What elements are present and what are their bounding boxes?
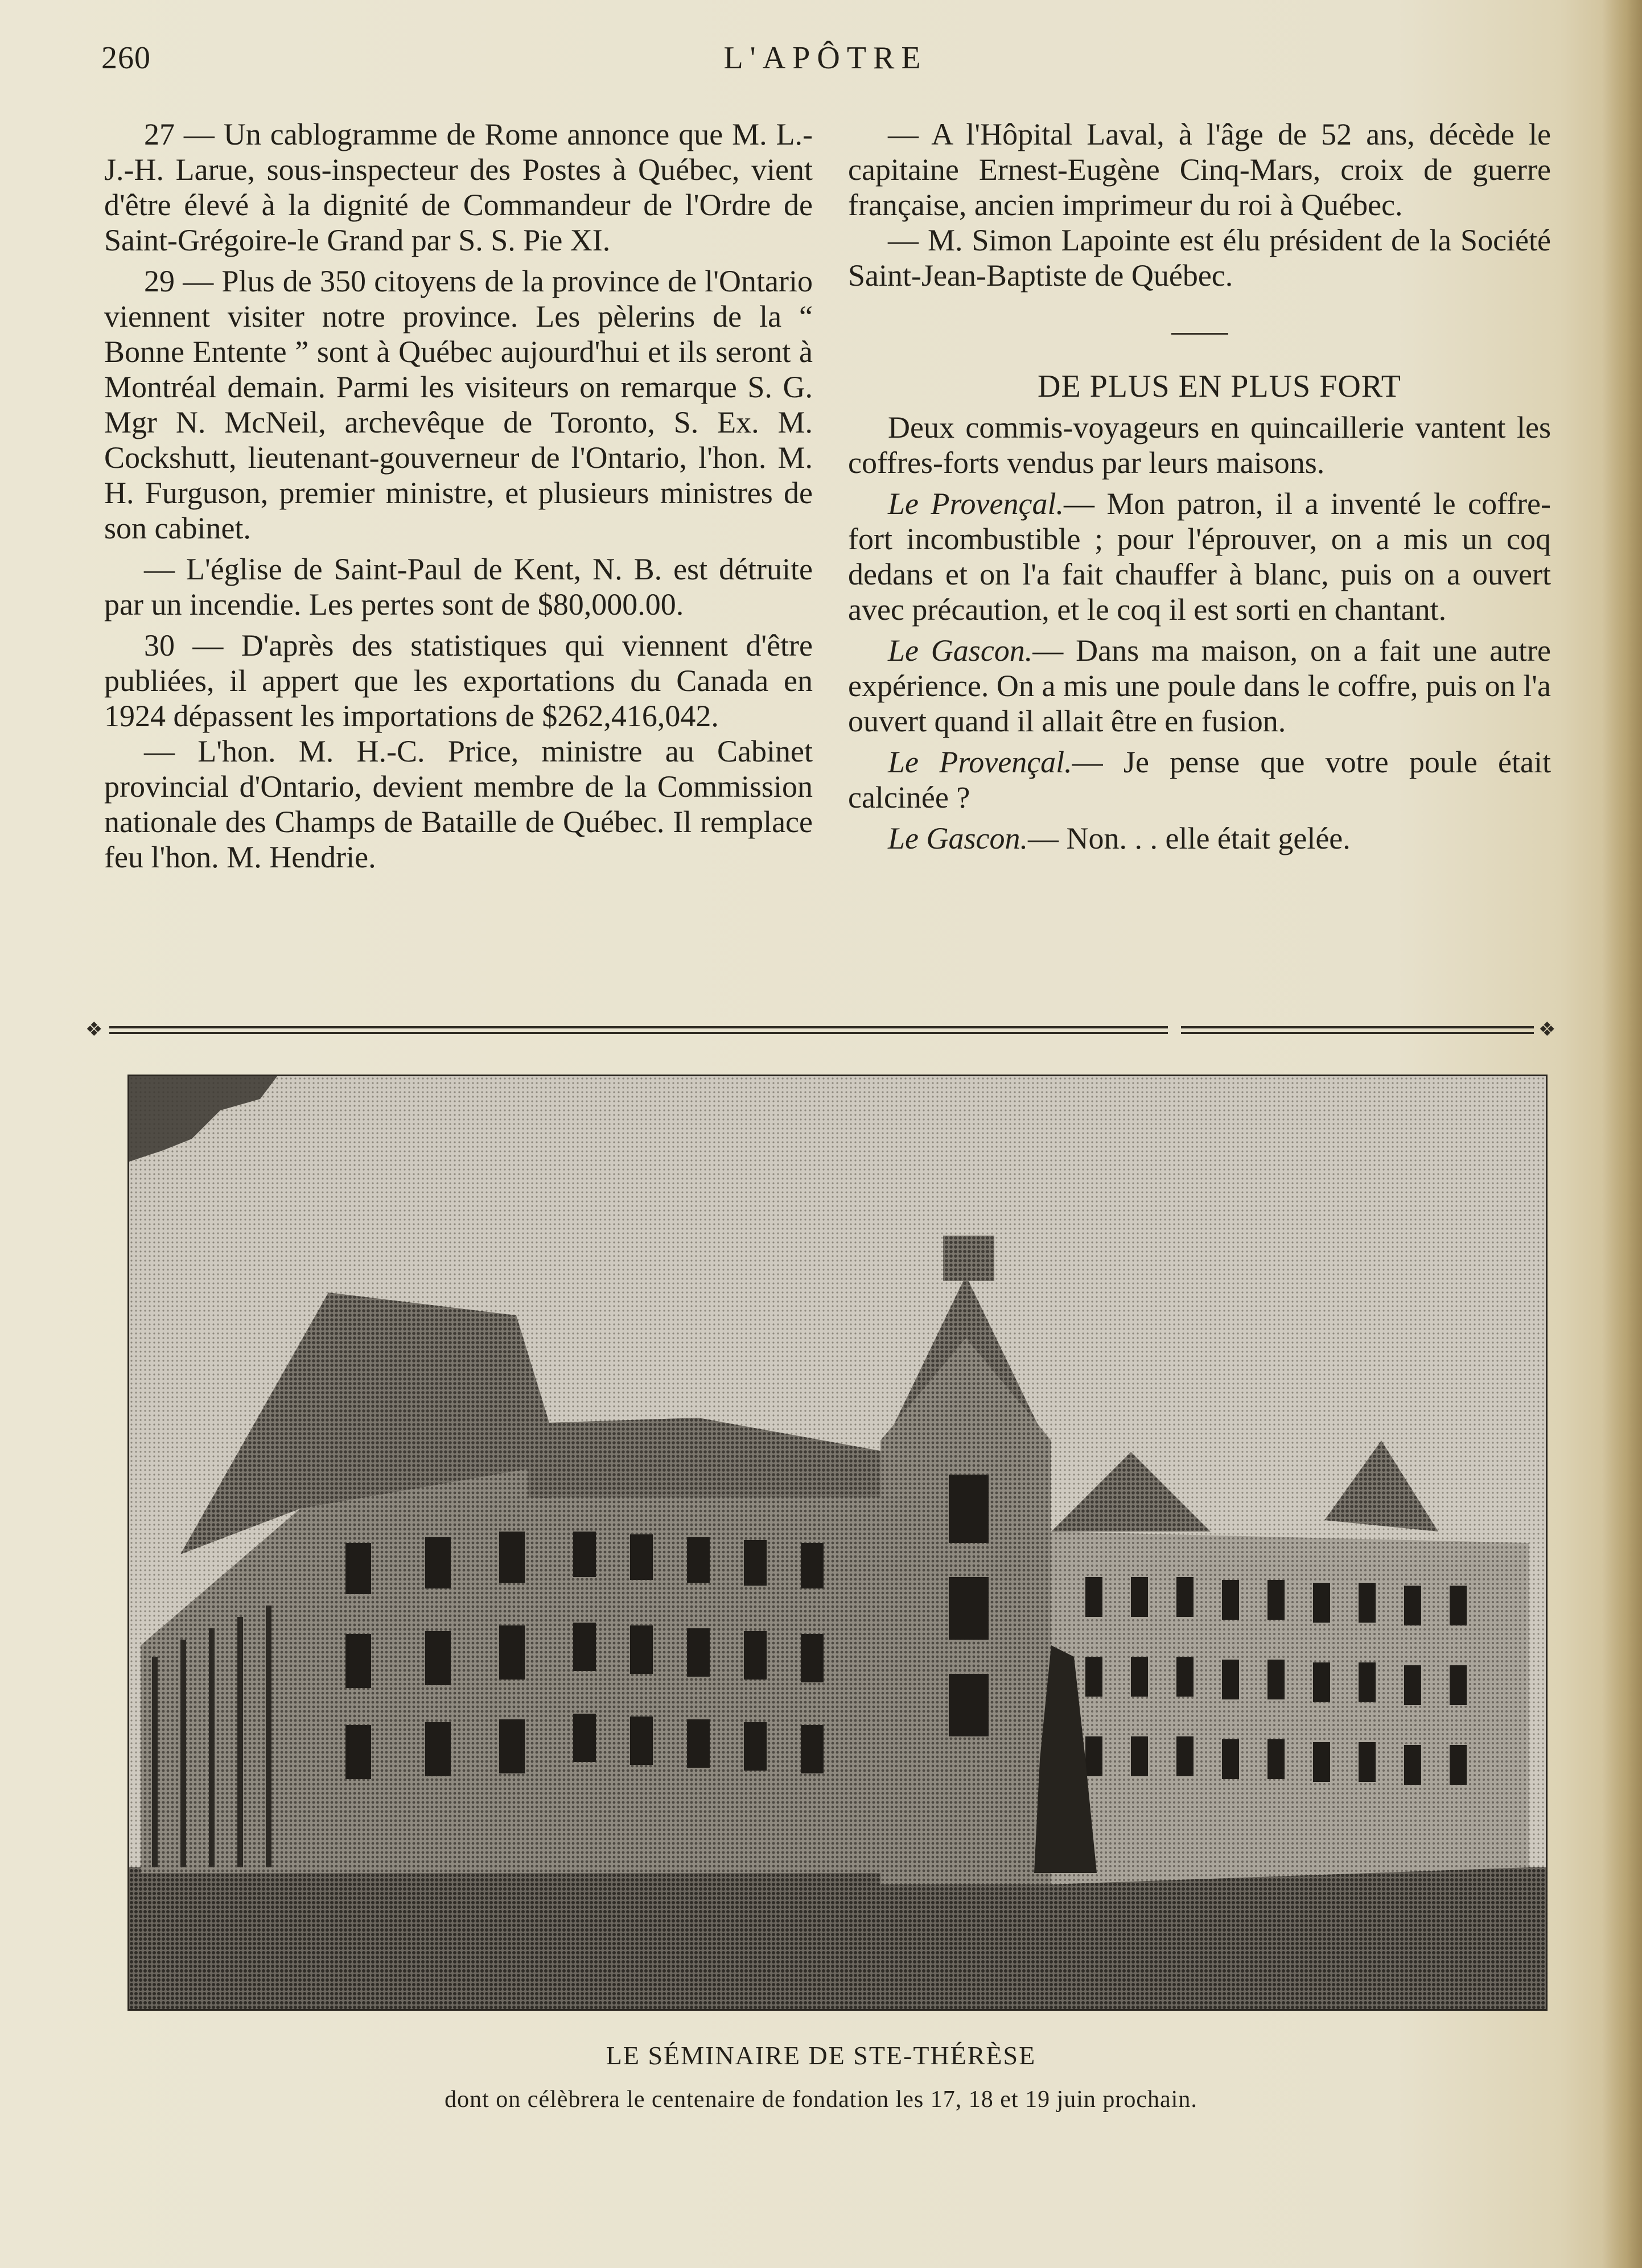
- left-column: [104, 117, 813, 880]
- page-number: 260: [101, 40, 151, 76]
- dialogue-text: — Je pense que votre poule était calcinée ?: [848, 745, 1551, 814]
- news-item: — L'hon. M. H.-C. Price, ministre au Cabinet provincial d'Ontario, devient membre de la Commission nationale des Champs de Bataille de Québec. Il remplace feu l'hon. M. Hendrie.: [104, 734, 813, 874]
- section-separator: [1171, 333, 1228, 335]
- running-title: L'APÔTRE: [723, 40, 928, 76]
- news-item: — L'église de Saint-Paul de Kent, N. B. est détruite par un incendie. Les pertes sont de $80,000.00.: [104, 552, 813, 621]
- news-item: — M. Simon Lapointe est élu président de la Société Saint-Jean-Baptiste de Québec.: [848, 223, 1551, 293]
- news-item: — A l'Hôpital Laval, à l'âge de 52 ans, décède le capitaine Ernest-Eugène Cinq-Mars, croix de guerre française, ancien imprimeur du roi à Québec.: [848, 117, 1551, 222]
- speaker-name: Le Gascon.: [888, 821, 1028, 855]
- seminary-photograph: [127, 1075, 1548, 2011]
- dialogue-line: [848, 486, 1551, 627]
- dialogue-line: [848, 633, 1551, 739]
- ornament-icon: ❖: [1538, 1019, 1556, 1040]
- right-column: [848, 117, 1551, 862]
- dialogue-text: — Mon patron, il a inventé le coffre-fort incombustible ; pour l'éprouver, on a mis un coq dedans et on l'a fait chauffer à blanc, puis on a ouvert avec précaution, et le coq il est sorti en chantant.: [848, 487, 1551, 627]
- news-item: 30 — D'après des statistiques qui viennent d'être publiées, il appert que les exportations du Canada en 1924 dépassent les importations de $262,416,042.: [104, 628, 813, 733]
- dialogue-line: [848, 744, 1551, 815]
- speaker-name: Le Gascon.: [888, 633, 1033, 668]
- dialogue-text: — Dans ma maison, on a fait une autre expérience. On a mis une poule dans le coffre, puis on l'a ouvert quand il allait être en fusion.: [848, 633, 1551, 738]
- news-item: 27 — Un cablogramme de Rome annonce que M. L.-J.-H. Larue, sous-inspecteur des Postes à Québec, vient d'être élevé à la dignité de Commandeur de l'Ordre de Saint-Grégoire-le Grand par S. S. Pie XI.: [104, 117, 813, 257]
- page-header: [101, 40, 1550, 85]
- photo-caption-subtitle: dont on célèbrera le centenaire de fondation les 17, 18 et 19 juin prochain.: [445, 2086, 1197, 2113]
- ornamental-divider: [85, 1020, 1559, 1040]
- news-item: 29 — Plus de 350 citoyens de la province de l'Ontario viennent visiter notre province. Les pèlerins de la “ Bonne Entente ” sont à Québec aujourd'hui et ils seront à Montréal demain. Parmi les visiteurs on remarque S. G. Mgr N. McNeil, archevêque de Toronto, S. Ex. M. Cockshutt, lieutenant-gouverneur de l'Ontario, l'hon. M. H. Furguson, premier ministre, et plusieurs ministres de son cabinet.: [104, 264, 813, 545]
- dialogue-line: [848, 821, 1551, 856]
- double-rule-left: [109, 1026, 1168, 1034]
- section-title: DE PLUS EN PLUS FORT: [1038, 369, 1401, 404]
- anecdote-intro: Deux commis-voyageurs en quincaillerie vantent les coffres-forts vendus par leurs maisons.: [848, 410, 1551, 480]
- speaker-name: Le Provençal.: [888, 487, 1064, 521]
- speaker-name: Le Provençal.: [888, 745, 1072, 779]
- ornament-icon: ❖: [85, 1019, 103, 1040]
- dialogue-text: — Non. . . elle était gelée.: [1027, 821, 1351, 855]
- page-edge-shadow: [1602, 0, 1642, 2268]
- double-rule-right: [1181, 1026, 1534, 1034]
- photo-caption-title: LE SÉMINAIRE DE STE-THÉRÈSE: [606, 2041, 1036, 2070]
